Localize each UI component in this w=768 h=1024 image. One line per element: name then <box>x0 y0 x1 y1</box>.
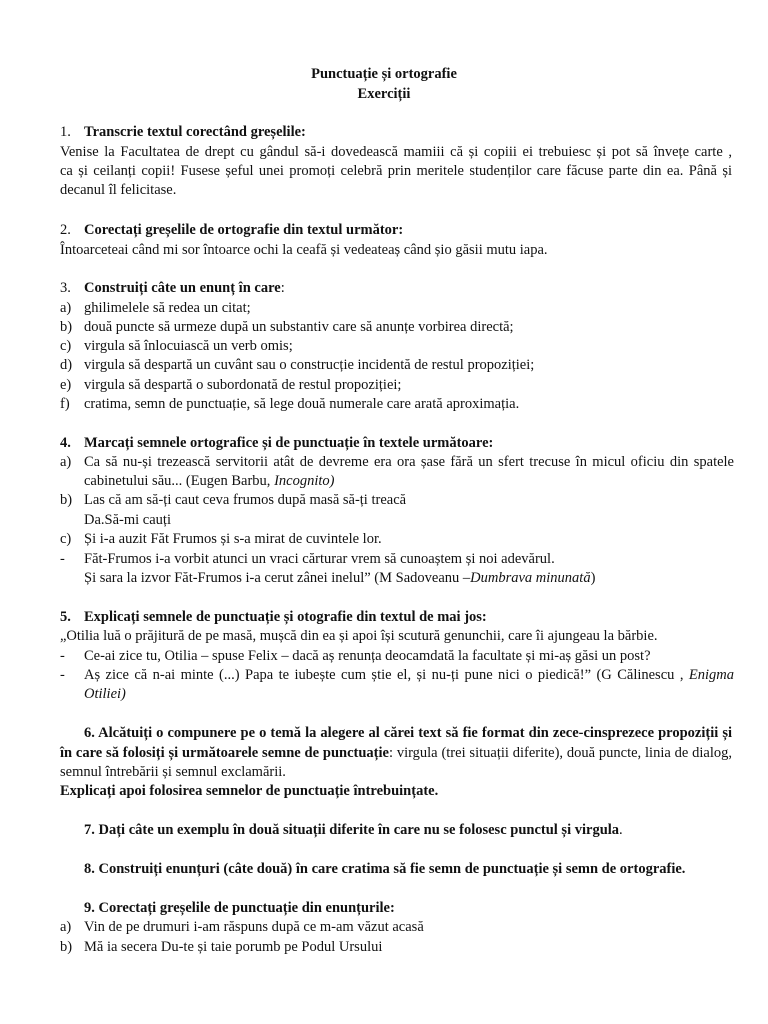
exercise-4-item-a-line-1: Ca să nu-și trezească servitorii atât de devreme era ora șase fără un sfert trecuse în micul oficiu din spatele <box>84 454 734 470</box>
exercise-3-item-a-label: a) <box>60 300 72 316</box>
exercise-6-line-2 <box>60 744 732 762</box>
exercise-4-item-a-line-2 <box>84 472 734 490</box>
exercise-5-dash-2-source-1: Enigma <box>688 667 734 683</box>
exercise-6-line-4: Explicați apoi folosirea semnelor de punctuație întrebuințate. <box>60 783 439 799</box>
exercise-3-item-b-label: b) <box>60 319 73 335</box>
exercise-9-item-b-label: b) <box>60 939 73 955</box>
exercise-4-item-b-line-2: Da.Să-mi cauți <box>84 512 171 528</box>
exercise-6-line-1 <box>60 724 732 742</box>
exercise-8 <box>60 860 732 878</box>
exercise-5-dash-2-text: Aș zice că n-ai minte (...) Papa te iubește cum știe el, și nu-ți pune nici o piedică!” (G Călinescu , <box>84 667 689 683</box>
exercise-4-item-d-line-1: Făt-Frumos i-a vorbit atunci un vraci cărturar vrem să cunoaștem și noi adevărul. <box>84 551 555 567</box>
exercise-3-item-a: ghilimelele să redea un citat; <box>84 300 251 316</box>
exercise-4-item-d-text: Și sara la izvor Făt-Frumos i-a cerut zânei inelul” (M Sadoveanu – <box>84 570 471 586</box>
exercise-2-number: 2. <box>60 222 71 238</box>
exercise-1-line-2: ca și ceilanți copii! Fusese șeful unei promoți celebră prin meritele studenților care făcuse parte din ea. Până și <box>60 163 732 179</box>
exercise-7-text: Dați câte un exemplu în două situații diferite în care nu se folosesc punctul și virgula <box>98 822 620 838</box>
exercise-3-item-e-label: e) <box>60 377 72 393</box>
exercise-4-item-d-label: - <box>60 551 65 567</box>
exercise-4-item-c-label: c) <box>60 531 72 547</box>
exercise-2-heading: Corectați greșelile de ortografie din textul următor: <box>84 222 404 238</box>
exercise-4-heading: Marcați semnele ortografice și de punctuație în textele următoare: <box>84 435 494 451</box>
exercise-5-dash-2-line-1 <box>84 666 734 684</box>
exercise-6-line-2-bold: în care să folosiți și următoarele semne de punctuație <box>60 745 389 761</box>
exercise-7 <box>60 821 732 839</box>
exercise-4-item-d-close: ) <box>590 570 596 586</box>
exercise-3-item-c-label: c) <box>60 338 72 354</box>
exercise-9-number: 9. <box>84 900 95 916</box>
exercise-4-item-b-label: b) <box>60 492 73 508</box>
exercise-6-line-1-text: Alcătuiți o compunere pe o temă la alegere al cărei text să fie format din zece-cinsprezece propoziții și <box>98 725 732 741</box>
exercise-4-item-b-line-1: Las că am să-ți caut ceva frumos după masă să-ți treacă <box>84 492 407 508</box>
exercise-5-dash-1: Ce-ai zice tu, Otilia – spuse Felix – dacă aș renunța deocamdată la facultate și mi-aș găsi un post? <box>84 648 651 664</box>
exercise-4-item-d-line-2 <box>84 569 734 587</box>
exercise-5-dash-1-label: - <box>60 648 65 664</box>
exercise-1-line-1: Venise la Facultatea de drept cu gândul să-i dovedească mamiii că și copiii ei trebuiesc și pot să învețe carte , <box>60 144 732 160</box>
exercise-9-heading-line <box>60 899 732 917</box>
exercise-4-item-d-source: Dumbrava minunată <box>470 570 591 586</box>
exercise-3-item-f: cratima, semn de punctuație, să lege două numerale care arată aproximația. <box>84 396 520 412</box>
exercise-4-number: 4. <box>60 435 71 451</box>
exercise-4-item-a-text: cabinetului său... (Eugen Barbu, <box>84 473 275 489</box>
exercise-9-item-b: Mă ia secera Du-te și taie porumb pe Podul Ursului <box>84 939 383 955</box>
exercise-3-number: 3. <box>60 280 71 296</box>
document-subtitle: Exerciții <box>357 86 411 102</box>
exercise-4-item-a-source: Incognito) <box>274 473 335 489</box>
exercise-8-text: Construiți enunțuri (câte două) în care cratima să fie semn de punctuație și semn de ortografie. <box>98 861 686 877</box>
exercise-4-item-a-label: a) <box>60 454 72 470</box>
exercise-3-item-f-label: f) <box>60 396 70 412</box>
exercise-6-line-2-rest: : virgula (trei situații diferite), două puncte, linia de dialog, <box>388 745 732 761</box>
exercise-1-line-3: decanul îl felicitase. <box>60 182 177 198</box>
exercise-3-heading: Construiți câte un enunț în care <box>84 280 281 296</box>
exercise-6-number: 6. <box>84 725 95 741</box>
exercise-3-item-d-label: d) <box>60 357 73 373</box>
exercise-3-heading-tail: : <box>280 280 285 296</box>
exercise-5-dash-2-label: - <box>60 667 65 683</box>
exercise-3-item-d: virgula să despartă un cuvânt sau o construcție incidentă de restul propoziției; <box>84 357 535 373</box>
exercise-1-heading: Transcrie textul corectând greșelile: <box>84 124 306 140</box>
exercise-5-quote: „Otilia luă o prăjitură de pe masă, mușcă din ea și apoi își scutură genunchii, care îi ajungeau la bărbie. <box>60 628 658 644</box>
exercise-9-heading: Corectați greșelile de punctuație din enunțurile: <box>98 900 395 916</box>
exercise-3-heading-line <box>84 279 734 297</box>
exercise-3-item-c: virgula să înlocuiască un verb omis; <box>84 338 293 354</box>
exercise-5-number: 5. <box>60 609 71 625</box>
exercise-3-item-e: virgula să despartă o subordonată de restul propoziției; <box>84 377 402 393</box>
exercise-1-number: 1. <box>60 124 71 140</box>
exercise-5-heading: Explicați semnele de punctuație și otografie din textul de mai jos: <box>84 609 487 625</box>
exercise-4-item-c: Și i-a auzit Făt Frumos și s-a mirat de cuvintele lor. <box>84 531 382 547</box>
exercise-3-item-b: două puncte să urmeze după un substantiv care să anunțe vorbirea directă; <box>84 319 514 335</box>
exercise-7-tail: . <box>619 822 623 838</box>
document-title: Punctuație și ortografie <box>311 66 457 82</box>
exercise-8-number: 8. <box>84 861 95 877</box>
exercise-5-dash-2-source-2: Otiliei) <box>84 686 126 702</box>
exercise-7-number: 7. <box>84 822 95 838</box>
exercise-6-line-3: semnul întrebării și semnul exclamării. <box>60 764 286 780</box>
exercise-2-text: Întoarceteai când mi sor întoarce ochi la ceafă și vedeateaș când șio găsii mutu iapa. <box>60 242 548 258</box>
exercise-9-item-a-label: a) <box>60 919 72 935</box>
exercise-9-item-a: Vin de pe drumuri i-am răspuns după ce m-am văzut acasă <box>84 919 424 935</box>
